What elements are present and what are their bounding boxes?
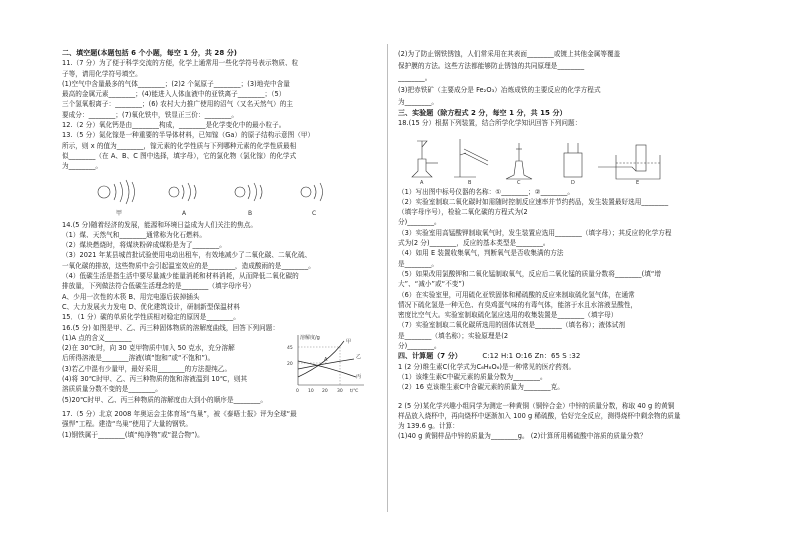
- apparatus-label-c: C: [517, 179, 521, 185]
- point-label-a: A: [324, 356, 328, 363]
- atomic-structure-svg: [62, 174, 380, 218]
- q14-option-line: A、少用一次性的木筷 B、用完电器后拔掉插头: [62, 292, 200, 301]
- q13-line: 似________（在 A、B、C 图中选择，填字母），它的氯化物（氯化镓）的化学式: [62, 151, 297, 160]
- atomic-masses: C:12 H:1 O:16 Zn：65 S :32: [482, 352, 581, 361]
- chart-ylabel: 溶解度/g: [300, 334, 320, 341]
- q13-line: 所示，则 x 的值为________，镓元素的化学性质与下列哪种元素的化学性质最相: [62, 141, 297, 150]
- xtick: 20: [322, 388, 328, 394]
- q14-line: 14.(5 分)随着经济的发展，能源和环境日益成为人们关注的焦点。: [62, 220, 258, 229]
- q14-line: （3）2021 年某县城首批试验使用电动出租车，有效地减少了二氧化碳、二氧化硫、: [62, 251, 312, 260]
- q18-line: 是________（填名称）；实验原理是(2: [398, 331, 509, 340]
- question-17-continued: [398, 48, 740, 108]
- atomic-structure-diagrams: [62, 174, 380, 218]
- q18-intro: 18.(15 分）根据下列装置，结合所学化学知识回答下列问题：: [398, 119, 582, 128]
- atom-label-b: B: [248, 209, 253, 217]
- question-11: [62, 58, 380, 120]
- q20-line: 为 139.6 g。计算：: [398, 422, 459, 431]
- q19-line: 1 (2 分)维生素C(化学式为C₆H₈O₆)是一种常见的医疗药剂。: [398, 362, 576, 371]
- q17-cont-line: 为________。: [398, 98, 439, 106]
- section4-title-text: 四、计算题（7 分）: [398, 352, 462, 361]
- q18-line: （6）在实验室里，可用硫化亚铁固体和稀硫酸的反应来制取硫化氢气体，在通常: [398, 290, 635, 299]
- q13-line: 为________。: [62, 162, 103, 171]
- q11-line: 子等，请用化学符号填空。: [62, 69, 142, 78]
- lab-apparatus-svg: [398, 131, 740, 185]
- question-14: [62, 220, 380, 313]
- q14-line: 排放量，下列做法符合低碳生活理念的是________（填字母序号）: [62, 282, 255, 291]
- q17-cont-line: ________。: [398, 74, 432, 82]
- q18-line: （1）写出图中标号仪器的名称：①________；②________。: [398, 187, 575, 196]
- question-13: [62, 130, 380, 171]
- atom-label-c: C: [312, 209, 317, 217]
- right-column: [398, 48, 740, 442]
- curve-label-yi: 乙: [356, 353, 362, 360]
- q20-line: 2 (5 分)某化学兴趣小组同学为测定一种黄铜（铜锌合金）中锌的质量分数，称取 40 g 的黄铜: [398, 401, 675, 410]
- q13-line: 13.（5 分）氮化镓是一种重要的半导体材料，已知镓（Ga）的原子结构示意图（甲）: [62, 131, 315, 140]
- q16-line: (3)若乙中混有少量甲，最好采用________的方法提纯乙。: [62, 364, 232, 373]
- q18-line: 式为(2 分)________，反应的基本类型是________。: [398, 239, 550, 248]
- section2-title: 二、填空题(本题包括 6 个小题，每空 1 分，共 28 分): [62, 49, 238, 57]
- q18-line: 密度比空气大。实验室制取硫化氢应选用的收集装置是________（填字母）: [398, 311, 618, 320]
- q16-line: 后所得溶液是________溶液(填“饱和”或“不饱和”)。: [62, 354, 215, 363]
- q16-line: (5)20℃时甲、乙、丙三种物质的溶解度由大到小的顺序是________。: [62, 395, 268, 404]
- q17-cont-line: (3)把赤铁矿（主要成分是 Fe₂O₃）冶炼成铁的主要反应的化学方程式: [398, 86, 601, 94]
- question-17: [62, 409, 380, 440]
- question-15: 15．（1 分）碳的单质化学性质相对稳定的原因是________。: [62, 313, 240, 322]
- q14-line: （1）煤、天然气和________通常称为化石燃料。: [62, 230, 206, 239]
- q17-cont-line: 保护膜的方法。这些方法都能够防止锈蚀的共同原理是________: [398, 62, 585, 70]
- q17-line: (1)钢铁属于________(填“纯净物”或“混合物”)。: [62, 430, 204, 439]
- q18-line: 是________。: [398, 259, 439, 268]
- q16-line: (2)在 30℃时，向 30 克甲物质中加入 50 克水，充分溶解: [62, 344, 235, 353]
- q16-line: (4)将 30℃时甲、乙、丙三种物质的饱和溶液温到 10℃，则其: [62, 375, 248, 384]
- q19-line: （2）16 克该维生素C中含碳元素的质量为________克。: [398, 383, 564, 392]
- q18-line: 情况下硫化氢是一种无色、有臭鸡蛋气味的有毒气体，能溶于水且水溶液呈酸性，: [398, 300, 638, 309]
- ytick: 45: [287, 345, 293, 351]
- xtick: 30: [337, 388, 343, 394]
- q14-option-line: C、大力发展火力发电 D、优化建筑设计，研制新型保温材料: [62, 302, 241, 311]
- apparatus-label-b: B: [468, 179, 472, 185]
- left-column: [62, 48, 380, 440]
- q14-line: （2）煤块燃烧时，将煤块粉碎成煤粉是为了________。: [62, 241, 226, 250]
- q18-line: （3）实验室用高锰酸钾制取氧气时，发生装置应选用________（填字母）；其反应的化学方程: [398, 228, 672, 237]
- question-16: [62, 323, 380, 405]
- q18-line: 大”、“减小”或“不变”): [398, 280, 465, 289]
- q18-line: 分)________。: [398, 218, 441, 227]
- q18-line: （填字母序号），检验二氧化碳的方程式为(2: [398, 208, 528, 217]
- q16-line: 溶质质量分数不变的是________。: [62, 385, 162, 394]
- q14-line: 一氧化碳的排放，这些物质中会引起温室效应的是________，造成酸雨的是________。: [62, 261, 315, 270]
- q11-line: 要成分：________；(7)氧化铁中，铁显正三价：________。: [62, 110, 238, 119]
- q20-line: (1)40 g 黄铜样品中锌的质量为________g。 (2)计算所用稀硫酸中溶质的质量分数？: [398, 432, 647, 441]
- q18-line: （2）实验室制取二氧化碳时如需随时控制反应速率并节约药品，发生装置最好选用________: [398, 197, 669, 206]
- q11-line: 最高的金属元素________；(4)能进入人体血液中的亚铁离子________；（5）: [62, 90, 286, 99]
- apparatus-label-d: D: [571, 179, 575, 185]
- atom-label-jia: 甲: [116, 209, 123, 217]
- curve-label-bing: 丙: [356, 373, 362, 380]
- q14-line: （4）低碳生活是指生活中要尽量减少能量消耗和材料消耗，从而降低二氧化碳的: [62, 272, 299, 281]
- q16-line: 16.(5 分) 如图是甲、乙、丙三种固体物质的溶解度曲线，回答下列问题：: [62, 323, 280, 332]
- q11-line: 三个氢氧根离子：________；(6) 农村大力推广使用的沼气（又名天然气）的主: [62, 100, 294, 109]
- curve-label-jia: 甲: [346, 338, 352, 345]
- q18-line: （7）实验室制取二氧化碳所选用的固体试剂是________（填名称）；液体试剂: [398, 321, 626, 330]
- apparatus-label-a: A: [420, 179, 424, 185]
- ytick: 20: [287, 361, 293, 367]
- q16-line: (1)A 点的含义________: [62, 333, 132, 342]
- apparatus-label-e: E: [636, 179, 640, 185]
- lab-apparatus-diagrams: [398, 131, 740, 185]
- xtick: 0: [296, 388, 299, 394]
- solubility-curve-chart: [284, 331, 368, 397]
- question-20: [398, 401, 740, 442]
- q18-line: 分)________。: [398, 342, 441, 351]
- q18-line: （4）如用 E 装置收集氧气，判断氧气是否收集满的方法: [398, 249, 564, 258]
- question-19: [398, 362, 740, 393]
- q18-line: （5）如果改用氯酸钾和二氧化锰制取氧气，反应后二氧化锰的质量分数将________(填“增: [398, 269, 661, 278]
- xtick: 10: [308, 388, 314, 394]
- section4-title: [398, 351, 740, 361]
- q17-cont-line: (2)为了防止钢铁锈蚀，人们常采用在其表面________或镀上其他金属等覆盖: [398, 50, 621, 58]
- q11-line: (1)空气中含量最多的气体________；(2)2 个氮原子________；(3)地壳中含量: [62, 79, 290, 88]
- xtick: t/℃: [350, 388, 359, 394]
- q19-line: （1）该维生素C中碳元素的质量分数为________。: [398, 372, 547, 381]
- section3-title: 三、实验题（除方程式 2 分，每空 1 分，共 15 分）: [398, 109, 567, 117]
- q11-line: 11.（7 分）为了便于科学交流的方便，化学上通常用一些化学符号表示物质、粒: [62, 59, 299, 68]
- q20-line: 样品放入烧杯中，再向烧杯中逐渐加入 100 g 稀硫酸，恰好完全反应，测得烧杯中剩余物的质量: [398, 411, 681, 420]
- atom-label-a: A: [182, 209, 187, 217]
- q17-line: 强悍”工程。建造“鸟巢”使用了大量的钢铁。: [62, 420, 192, 429]
- question-12: 12.（2 分）氧化钙是由________构成，________是化学变化中的最小粒子。: [62, 121, 286, 130]
- column-divider: [387, 44, 388, 512]
- question-18: [398, 187, 740, 352]
- q17-line: 17.（5 分）北京 2008 年奥运会主体育场“鸟巢”，被《泰晤士报》评为全球“最: [62, 409, 297, 418]
